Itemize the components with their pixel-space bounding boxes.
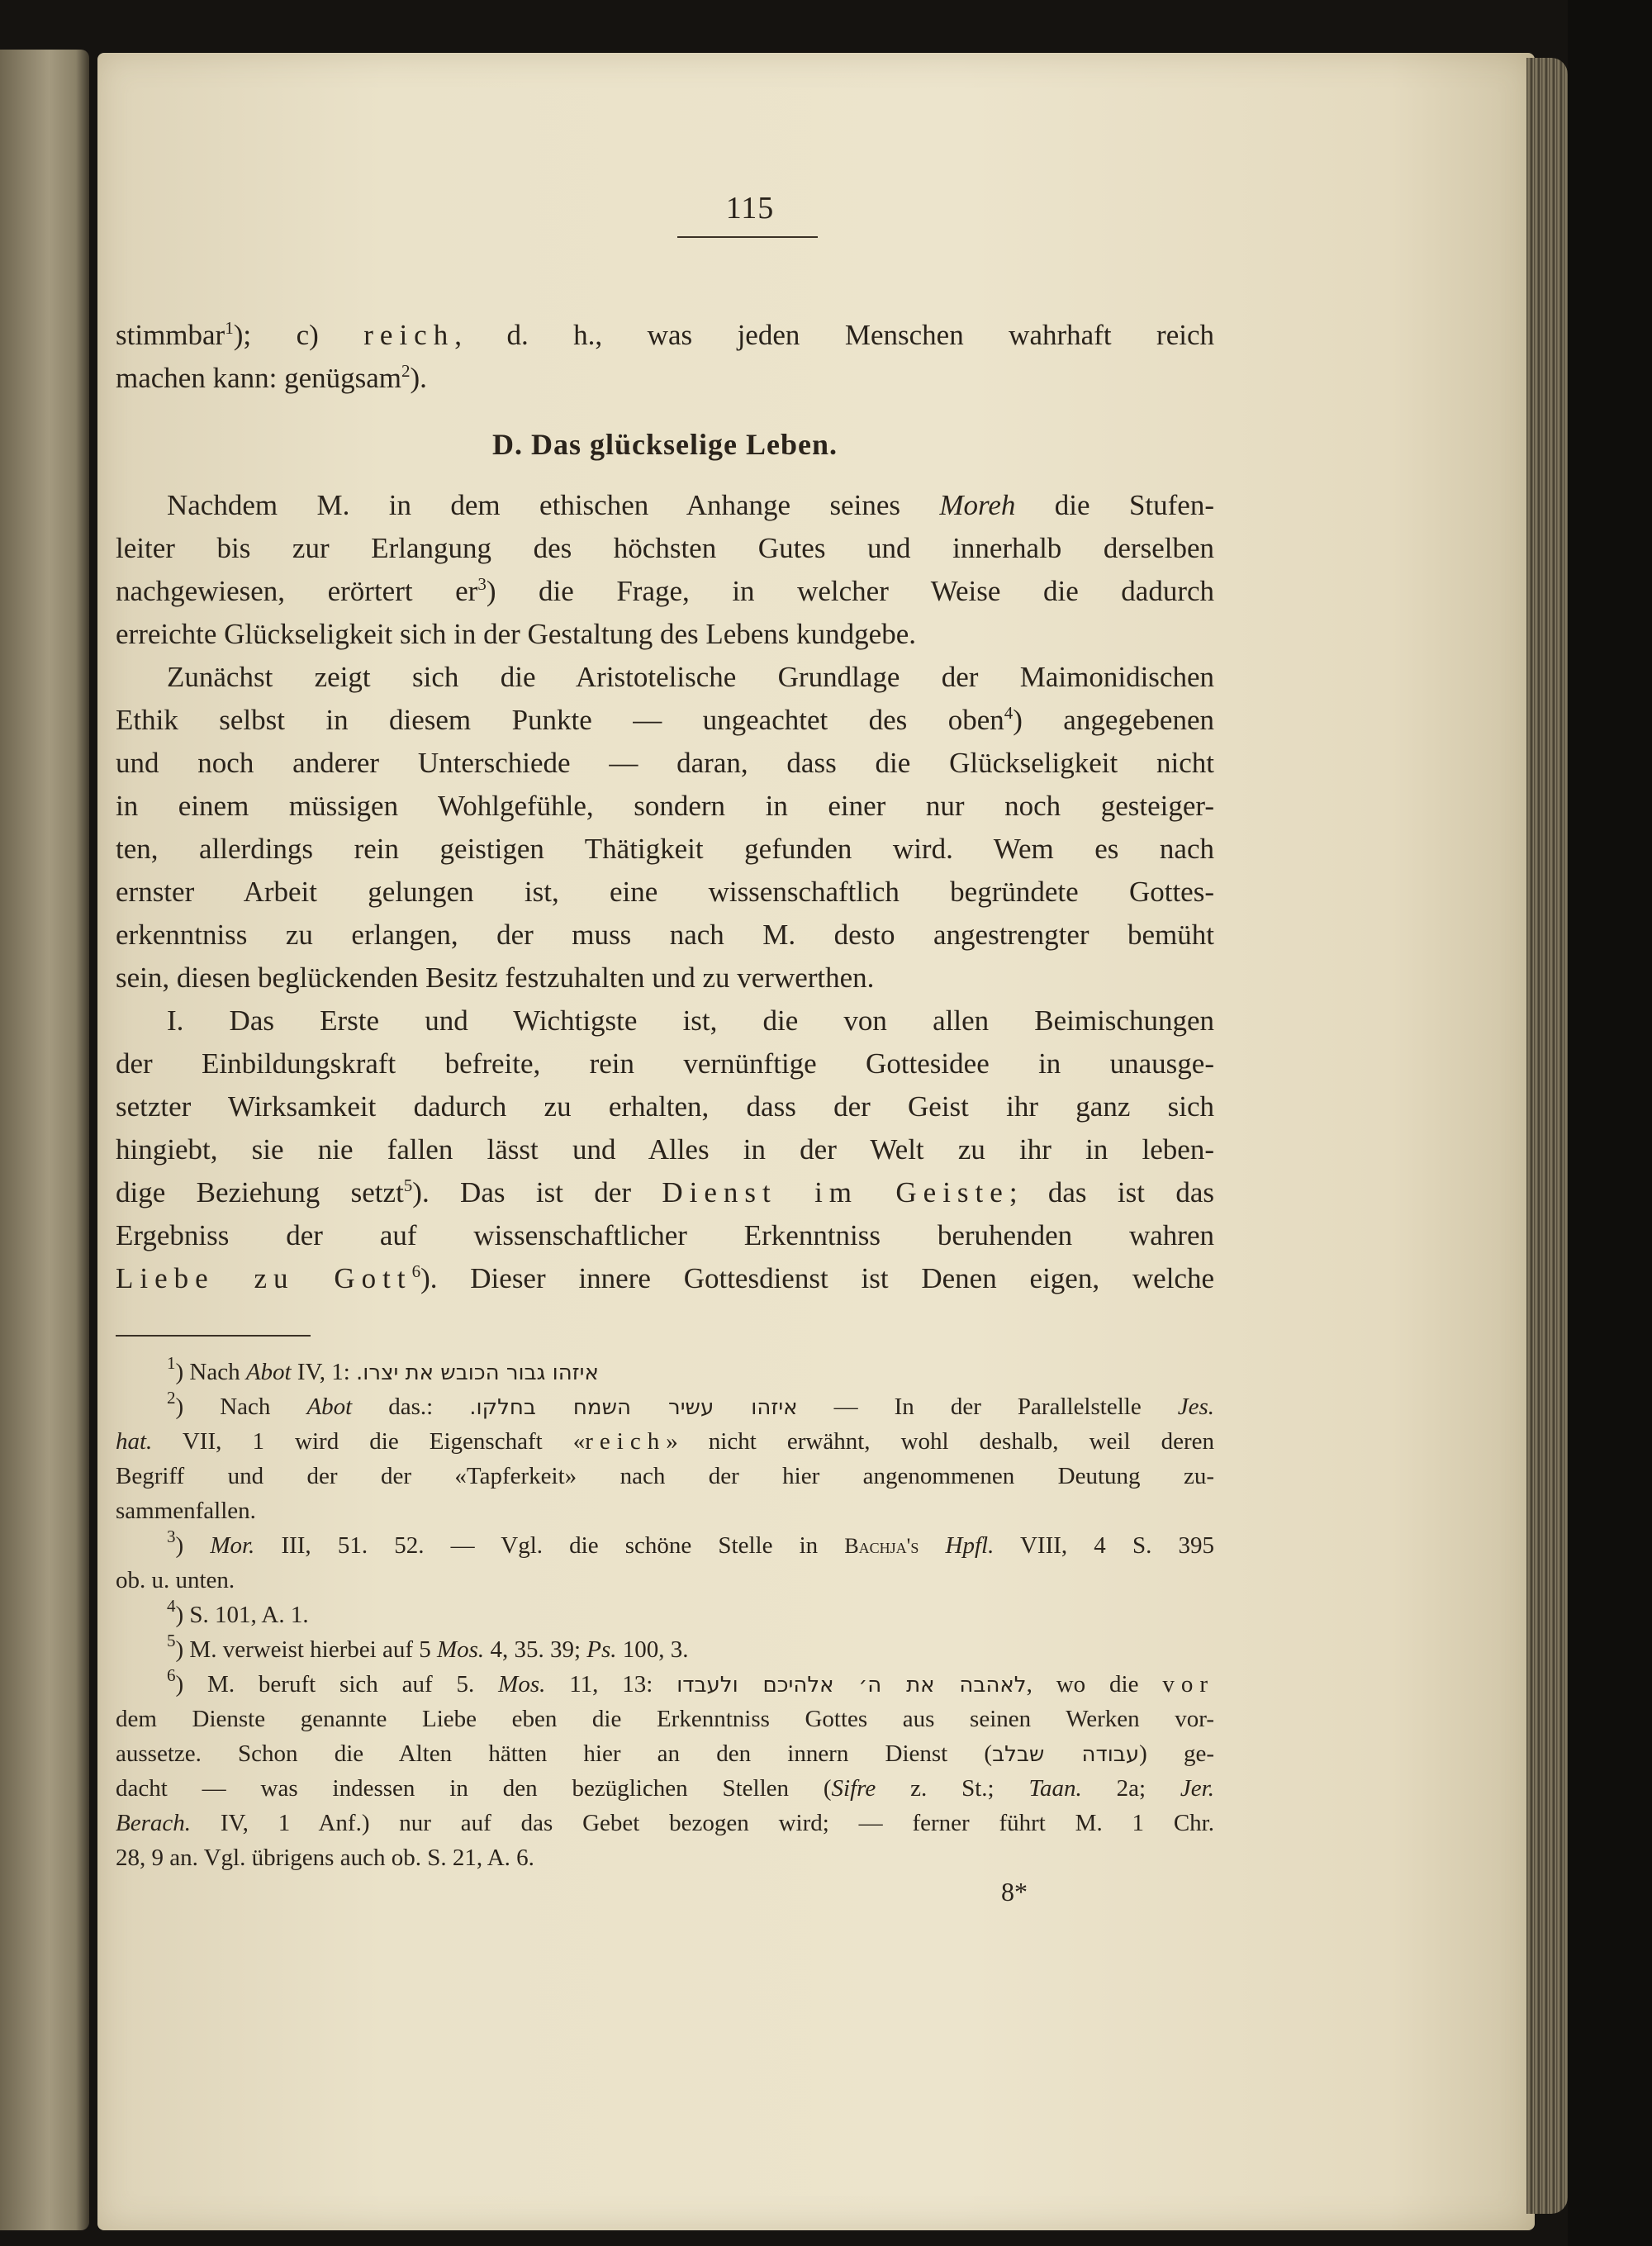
text-line: machen kann: genügsam$^2$).	[116, 361, 427, 394]
text-line: erreichte Glückseligkeit sich in der Gestaltung des Lebens kundgebe.	[116, 618, 916, 650]
footnote-3: $^3$) Mor. III, 51. 52. — Vgl. die schöne Stelle in Bachja's Hpfl. VIII, 4 S. 395	[167, 1528, 1214, 1559]
page-number: 115	[725, 191, 775, 226]
footnote-6: $^6$) M. beruft sich auf 5. Mos. 11, 13: לאהבה את ה׳ אלהיכם ולעבדו, wo die vor	[167, 1667, 1214, 1698]
text-line: hingiebt, sie nie fallen lässt und Alles in der Welt zu ihr in leben-	[116, 1133, 1214, 1166]
footnote-5: $^5$) M. verweist hierbei auf 5 Mos. 4, 35. 39; Ps. 100, 3.	[167, 1632, 689, 1663]
text-line: Ergebniss der auf wissenschaftlicher Erkenntniss beruhenden wahren	[116, 1219, 1214, 1251]
footnote-line: dacht — was indessen in den bezüglichen Stellen (Sifre z. St.; Taan. 2a; Jer.	[116, 1775, 1214, 1802]
text-line: Zunächst zeigt sich die Aristotelische Grundlage der Maimonidischen	[167, 661, 1214, 693]
footnote-line: Begriff und der der «Tapferkeit» nach der hier angenommenen Deutung zu-	[116, 1463, 1214, 1489]
text-line: leiter bis zur Erlangung des höchsten Gutes und innerhalb derselben	[116, 532, 1214, 564]
hebrew-text: איזהו גבור הכובש את יצרו.	[356, 1360, 599, 1385]
text-line: und noch anderer Unterschiede — daran, dass die Glückseligkeit nicht	[116, 747, 1214, 779]
footnotes	[116, 1355, 1214, 1875]
body-text	[116, 314, 1214, 1300]
section-heading: D. Das glückselige Leben.	[491, 428, 838, 461]
text-line: I. Das Erste und Wichtigste ist, die von allen Beimischungen	[167, 1004, 1214, 1037]
footnote-line: aussetze. Schon die Alten hätten hier an den innern Dienst (עבודה שבלב) ge-	[116, 1740, 1214, 1767]
footnote-line: ob. u. unten.	[116, 1567, 235, 1593]
footnote-1: $^1$) Nach Abot IV, 1: איזהו גבור הכובש את יצרו.	[167, 1355, 599, 1385]
text-line: Ethik selbst in diesem Punkte — ungeachtet des oben$^4$) angegebenen	[116, 703, 1214, 736]
text-line: sein, diesen beglückenden Besitz festzuhalten und zu verwerthen.	[116, 962, 875, 994]
footnote-ref[interactable]: 1	[225, 318, 234, 338]
text-line: dige Beziehung setzt$^5$). Das ist der Dienst im Geiste; das ist das	[116, 1175, 1214, 1208]
footnote-ref[interactable]: 2	[401, 361, 411, 381]
printer-signature: 8*	[1001, 1877, 1028, 1906]
hebrew-text: איזהו עשיר השמח בחלקו.	[469, 1395, 798, 1420]
text-line: in einem müssigen Wohlgefühle, sondern in einer nur noch gesteiger-	[116, 790, 1214, 822]
hebrew-text: לאהבה את ה׳ אלהיכם ולעבדו	[676, 1673, 1027, 1698]
hebrew-text: עבודה שבלב	[992, 1742, 1140, 1767]
text-line: Nachdem M. in dem ethischen Anhange seines Moreh die Stufen-	[167, 489, 1214, 521]
footnote-line: sammenfallen.	[116, 1498, 256, 1524]
footnote-ref[interactable]: 3	[477, 574, 487, 594]
footnote-rule	[116, 1335, 311, 1337]
footnote-ref[interactable]: 5	[403, 1175, 413, 1195]
footnote-line: 28, 9 an. Vgl. übrigens auch ob. S. 21, A. 6.	[116, 1845, 534, 1871]
footnote-2: $^2$) Nach Abot das.: איזהו עשיר השמח בחלקו. — In der Parallelstelle Jes.	[167, 1389, 1214, 1420]
footnote-line: hat. VII, 1 wird die Eigenschaft «reich» nicht erwähnt, wohl deshalb, weil deren	[116, 1428, 1214, 1455]
left-page-edge	[0, 50, 89, 2230]
text-line: nachgewiesen, erörtert $er^3$) die Frage, in welcher Weise die dadurch	[116, 574, 1214, 607]
text-line: Liebe zu Gott$^6$). Dieser innere Gottesdienst ist Denen eigen, welche	[116, 1261, 1214, 1294]
page-number-rule	[677, 236, 818, 238]
footnote-line: Berach. IV, 1 Anf.) nur auf das Gebet bezogen wird; — ferner führt M. 1 Chr.	[116, 1810, 1214, 1836]
footnote-line: dem Dienste genannte Liebe eben die Erkenntniss Gottes aus seinen Werken vor-	[116, 1706, 1214, 1732]
text-line: setzter Wirksamkeit dadurch zu erhalten, dass der Geist ihr ganz sich	[116, 1090, 1214, 1123]
text-line: der Einbildungskraft befreite, rein vernünftige Gottesidee in unausge-	[116, 1047, 1214, 1080]
text-line: ernster Arbeit gelungen ist, eine wissenschaftlich begründete Gottes-	[116, 876, 1214, 908]
footnote-ref[interactable]: 6	[411, 1261, 421, 1281]
background-right	[1568, 0, 1652, 2246]
footnote-ref[interactable]: 4	[1004, 703, 1014, 723]
text-line: stimmbar$^1$); c) reich, d. h., was jeden Menschen wahrhaft reich	[116, 318, 1214, 351]
text-line: ten, allerdings rein geistigen Thätigkeit gefunden wird. Wem es nach	[116, 833, 1214, 865]
text-line: erkenntniss zu erlangen, der muss nach M. desto angestrengter bemüht	[116, 919, 1214, 951]
footnote-4: $^4$) S. 101, A. 1.	[167, 1598, 309, 1628]
page-stack-edge	[1526, 58, 1568, 2214]
